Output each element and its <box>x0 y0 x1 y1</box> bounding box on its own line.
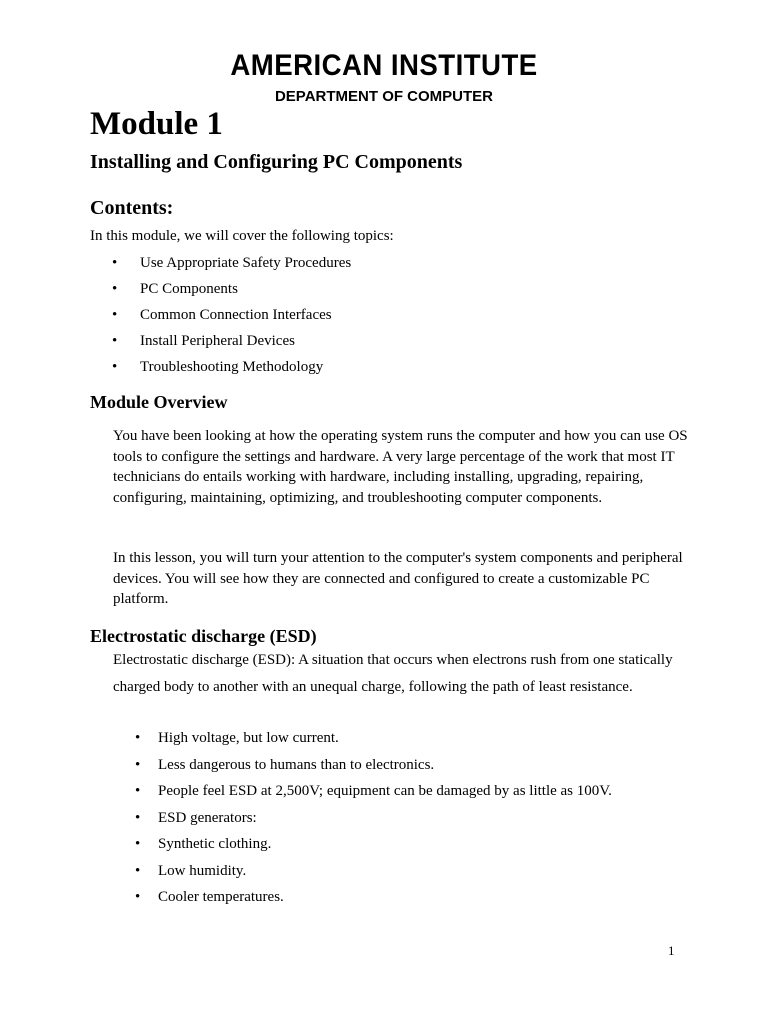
list-item <box>135 727 612 754</box>
list-item <box>112 278 351 304</box>
list-item <box>135 860 612 887</box>
list-item <box>135 833 612 860</box>
bullet-icon: • <box>112 307 118 323</box>
bullet-icon: • <box>112 359 118 375</box>
module-subtitle: Installing and Configuring PC Components <box>90 151 463 173</box>
bullet-icon: • <box>112 255 118 271</box>
esd-definition: Electrostatic discharge (ESD): A situation that occurs when electrons rush from one statically charged body to another with an unequal charge, following the path of least resistance. <box>113 652 673 695</box>
esd-point-text: Synthetic clothing. <box>158 836 272 852</box>
bullet-icon: • <box>135 730 141 746</box>
esd-points-list <box>135 727 612 913</box>
esd-point-text: People feel ESD at 2,500V; equipment can be damaged by as little as 100V. <box>158 783 612 799</box>
bullet-icon: • <box>112 281 118 297</box>
bullet-icon: • <box>135 783 141 799</box>
bullet-icon: • <box>135 836 141 852</box>
list-item <box>135 754 612 781</box>
contents-heading: Contents: <box>90 197 174 219</box>
list-item <box>135 807 612 834</box>
department-title: DEPARTMENT OF COMPUTER <box>274 88 494 105</box>
page-number: 1 <box>668 943 675 958</box>
module-title: Module 1 <box>90 106 223 142</box>
topic-text: Use Appropriate Safety Procedures <box>140 255 352 271</box>
bullet-icon: • <box>135 862 141 879</box>
esd-heading: Electrostatic discharge (ESD) <box>90 626 317 646</box>
list-item <box>112 304 351 330</box>
overview-paragraph-1: You have been looking at how the operating system runs the computer and how you can use OS tools to configure the settings and hardware. A very large percentage of the work that most IT technicians do entails working with hardware, including installing, upgrading, repairing, configuring, maintaining, optimizing, and troubleshooting computer components. <box>113 428 688 506</box>
list-item <box>112 330 351 356</box>
contents-intro: In this module, we will cover the following topics: <box>90 228 394 244</box>
esd-point-text: Low humidity. <box>158 862 247 879</box>
bullet-icon: • <box>135 756 141 773</box>
bullet-icon: • <box>135 889 141 905</box>
esd-point-text: Less dangerous to humans than to electronics. <box>158 756 435 773</box>
overview-paragraph-2: In this lesson, you will turn your attention to the computer's system components and peripheral devices. You will see how they are connected and configured to create a customizable PC platform. <box>113 550 683 607</box>
bullet-icon: • <box>135 809 141 826</box>
esd-point-text: ESD generators: <box>158 809 257 826</box>
topic-text: Install Peripheral Devices <box>140 333 295 349</box>
list-item <box>135 886 612 913</box>
list-item <box>135 780 612 807</box>
bullet-icon: • <box>112 333 118 349</box>
topic-text: Troubleshooting Methodology <box>140 359 324 375</box>
list-item <box>112 356 351 382</box>
list-item <box>112 252 351 278</box>
topic-text: PC Components <box>140 281 238 297</box>
institute-title: AMERICAN INSTITUTE <box>230 49 538 82</box>
esd-point-text: High voltage, but low current. <box>158 730 339 746</box>
topics-list <box>112 252 351 382</box>
overview-heading: Module Overview <box>90 392 228 412</box>
esd-point-text: Cooler temperatures. <box>158 889 284 905</box>
topic-text: Common Connection Interfaces <box>140 307 332 323</box>
